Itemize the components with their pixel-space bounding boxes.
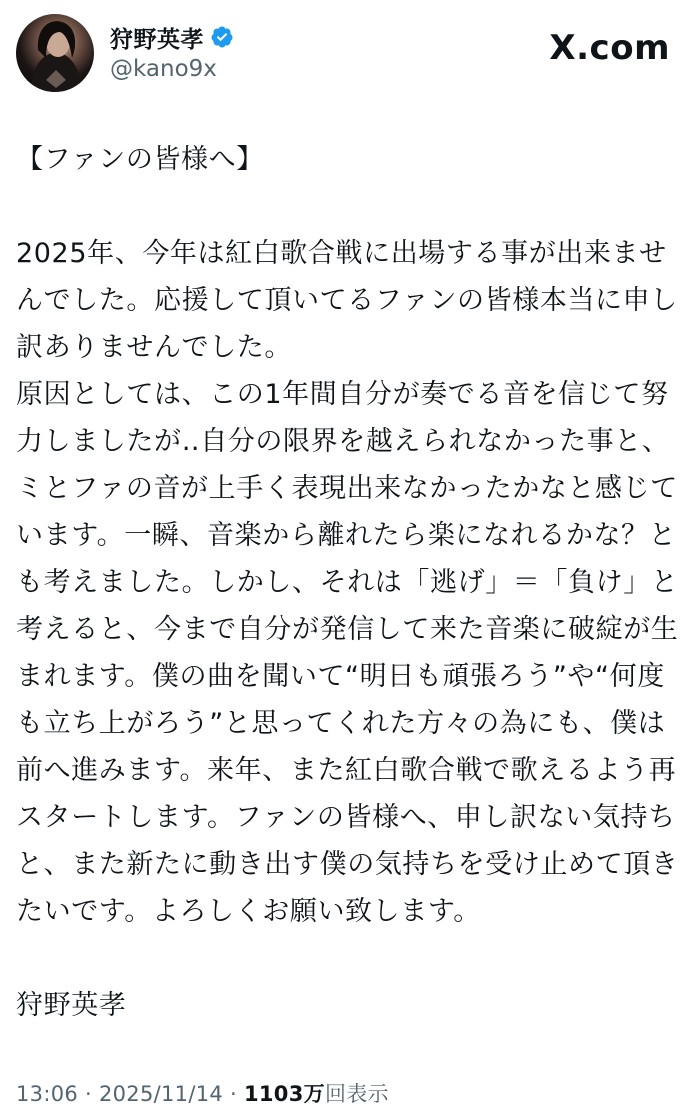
- tweet-time[interactable]: 13:06: [16, 1082, 79, 1106]
- tweet-meta: [16, 1078, 389, 1108]
- meta-separator: ·: [85, 1082, 92, 1106]
- tweet-title: 【ファンの皆様へ】: [16, 144, 264, 175]
- display-name[interactable]: 狩野英孝: [110, 26, 204, 53]
- name-row: [110, 20, 234, 54]
- x-brand-logo[interactable]: X.com: [549, 28, 670, 68]
- tweet-body: [16, 136, 688, 1029]
- avatar-portrait-icon: [16, 14, 94, 92]
- tweet-date[interactable]: 2025/11/14: [98, 1082, 224, 1106]
- user-block[interactable]: [110, 20, 234, 82]
- tweet-header: [16, 14, 684, 94]
- views-count: 1103万: [243, 1082, 325, 1106]
- tweet-spacer: [16, 935, 688, 982]
- verified-badge-icon: [210, 25, 234, 49]
- avatar[interactable]: [16, 14, 94, 92]
- tweet-spacer: [16, 183, 688, 230]
- meta-separator: ·: [230, 1082, 237, 1106]
- tweet-signature: 狩野英孝: [16, 990, 127, 1021]
- tweet-paragraph-1: 2025年、今年は紅白歌合戦に出場する事が出来ませんでした。応援して頂いてるファンの皆様本当に申し訳ありませんでした。: [16, 238, 678, 363]
- tweet-paragraph-2: 原因としては、この1年間自分が奏でる音を信じて努力しましたが‥自分の限界を越えられなかった事と、ミとファの音が上手く表現出来なかったかなと感じています。一瞬、音楽から離れたら楽になれるかな？とも考えました。しかし、それは「逃げ」＝「負け」と考えると、今まで自分が発信して来た音楽に破綻が生まれます。僕の曲を聞いて“明日も頑張ろう”や“何度も立ち上がろう”と思ってくれた方々の為にも、僕は前へ進みます。来年、また紅白歌合戦で歌えるよう再スタートします。ファンの皆様へ、申し訳ない気持ちと、また新たに動き出す僕の気持ちを受け止めて頂きたいです。よろしくお願い致します。: [16, 379, 679, 927]
- views-label: 回表示: [324, 1082, 389, 1106]
- user-handle[interactable]: @kano9x: [110, 56, 217, 82]
